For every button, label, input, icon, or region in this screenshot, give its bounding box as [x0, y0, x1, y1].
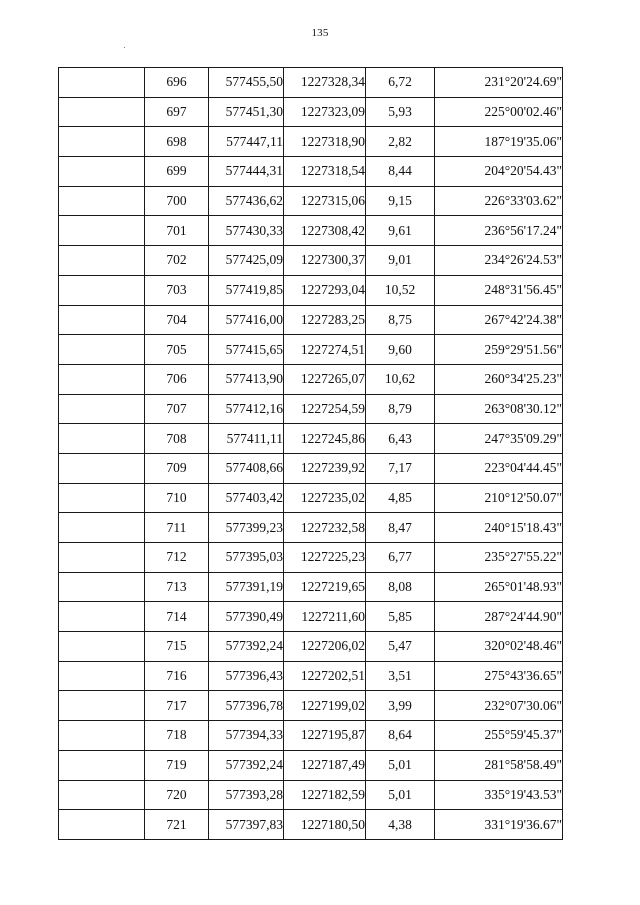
direction-angle-cell: 231°20'24.69": [435, 68, 563, 98]
empty-cell: [59, 127, 145, 157]
table-row: [59, 275, 563, 305]
direction-angle-cell: 223°04'44.45": [435, 453, 563, 483]
y-coordinate-cell: 1227245,86: [284, 424, 366, 454]
distance-cell: 3,51: [366, 661, 435, 691]
empty-cell: [59, 305, 145, 335]
direction-angle-cell: 210°12'50.07": [435, 483, 563, 513]
y-coordinate-cell: 1227235,02: [284, 483, 366, 513]
x-coordinate-cell: 577396,78: [209, 691, 284, 721]
direction-angle-cell: 187°19'35.06": [435, 127, 563, 157]
distance-cell: 9,15: [366, 186, 435, 216]
direction-angle-cell: 240°15'18.43": [435, 513, 563, 543]
x-coordinate-cell: 577408,66: [209, 453, 284, 483]
direction-angle-cell: 335°19'43.53": [435, 780, 563, 810]
table-row: [59, 216, 563, 246]
point-number-cell: 712: [145, 543, 209, 573]
empty-cell: [59, 513, 145, 543]
distance-cell: 8,47: [366, 513, 435, 543]
y-coordinate-cell: 1227232,58: [284, 513, 366, 543]
empty-cell: [59, 424, 145, 454]
point-number-cell: 709: [145, 453, 209, 483]
direction-angle-cell: 287°24'44.90": [435, 602, 563, 632]
distance-cell: 4,85: [366, 483, 435, 513]
point-number-cell: 717: [145, 691, 209, 721]
table-row: [59, 750, 563, 780]
distance-cell: 7,17: [366, 453, 435, 483]
point-number-cell: 718: [145, 721, 209, 751]
point-number-cell: 719: [145, 750, 209, 780]
empty-cell: [59, 810, 145, 840]
x-coordinate-cell: 577393,28: [209, 780, 284, 810]
coordinates-table: [58, 67, 563, 840]
table-row: [59, 632, 563, 662]
x-coordinate-cell: 577451,30: [209, 97, 284, 127]
distance-cell: 5,47: [366, 632, 435, 662]
table-row: [59, 543, 563, 573]
table-row: [59, 97, 563, 127]
direction-angle-cell: 259°29'51.56": [435, 335, 563, 365]
x-coordinate-cell: 577425,09: [209, 246, 284, 276]
distance-cell: 10,52: [366, 275, 435, 305]
page-number: 135: [311, 27, 329, 39]
distance-cell: 3,99: [366, 691, 435, 721]
x-coordinate-cell: 577436,62: [209, 186, 284, 216]
point-number-cell: 713: [145, 572, 209, 602]
table-row: [59, 602, 563, 632]
table-row: [59, 691, 563, 721]
y-coordinate-cell: 1227323,09: [284, 97, 366, 127]
point-number-cell: 711: [145, 513, 209, 543]
point-number-cell: 701: [145, 216, 209, 246]
point-number-cell: 703: [145, 275, 209, 305]
distance-cell: 4,38: [366, 810, 435, 840]
point-number-cell: 716: [145, 661, 209, 691]
x-coordinate-cell: 577430,33: [209, 216, 284, 246]
direction-angle-cell: 204°20'54.43": [435, 157, 563, 187]
point-number-cell: 710: [145, 483, 209, 513]
distance-cell: 5,93: [366, 97, 435, 127]
distance-cell: 2,82: [366, 127, 435, 157]
distance-cell: 5,01: [366, 750, 435, 780]
direction-angle-cell: 275°43'36.65": [435, 661, 563, 691]
distance-cell: 6,72: [366, 68, 435, 98]
x-coordinate-cell: 577412,16: [209, 394, 284, 424]
empty-cell: [59, 543, 145, 573]
y-coordinate-cell: 1227225,23: [284, 543, 366, 573]
distance-cell: 9,01: [366, 246, 435, 276]
distance-cell: 9,60: [366, 335, 435, 365]
x-coordinate-cell: 577394,33: [209, 721, 284, 751]
x-coordinate-cell: 577396,43: [209, 661, 284, 691]
point-number-cell: 702: [145, 246, 209, 276]
table-row: [59, 513, 563, 543]
distance-cell: 5,85: [366, 602, 435, 632]
point-number-cell: 700: [145, 186, 209, 216]
x-coordinate-cell: 577403,42: [209, 483, 284, 513]
empty-cell: [59, 246, 145, 276]
empty-cell: [59, 335, 145, 365]
table-row: [59, 335, 563, 365]
table-row: [59, 661, 563, 691]
table-row: [59, 305, 563, 335]
point-number-cell: 698: [145, 127, 209, 157]
point-number-cell: 696: [145, 68, 209, 98]
y-coordinate-cell: 1227308,42: [284, 216, 366, 246]
table-row: [59, 424, 563, 454]
x-coordinate-cell: 577399,23: [209, 513, 284, 543]
direction-angle-cell: 232°07'30.06": [435, 691, 563, 721]
empty-cell: [59, 453, 145, 483]
y-coordinate-cell: 1227202,51: [284, 661, 366, 691]
direction-angle-cell: 331°19'36.67": [435, 810, 563, 840]
table-row: [59, 68, 563, 98]
x-coordinate-cell: 577392,24: [209, 750, 284, 780]
point-number-cell: 699: [145, 157, 209, 187]
table-row: [59, 364, 563, 394]
empty-cell: [59, 691, 145, 721]
direction-angle-cell: 265°01'48.93": [435, 572, 563, 602]
empty-cell: [59, 97, 145, 127]
y-coordinate-cell: 1227265,07: [284, 364, 366, 394]
empty-cell: [59, 721, 145, 751]
point-number-cell: 704: [145, 305, 209, 335]
x-coordinate-cell: 577395,03: [209, 543, 284, 573]
empty-cell: [59, 780, 145, 810]
x-coordinate-cell: 577391,19: [209, 572, 284, 602]
table-row: [59, 810, 563, 840]
empty-cell: [59, 394, 145, 424]
table-row: [59, 127, 563, 157]
x-coordinate-cell: 577447,11: [209, 127, 284, 157]
empty-cell: [59, 216, 145, 246]
empty-cell: [59, 483, 145, 513]
y-coordinate-cell: 1227206,02: [284, 632, 366, 662]
empty-cell: [59, 750, 145, 780]
point-number-cell: 714: [145, 602, 209, 632]
empty-cell: [59, 661, 145, 691]
x-coordinate-cell: 577419,85: [209, 275, 284, 305]
table-row: [59, 246, 563, 276]
x-coordinate-cell: 577416,00: [209, 305, 284, 335]
distance-cell: 9,61: [366, 216, 435, 246]
distance-cell: 8,79: [366, 394, 435, 424]
point-number-cell: 721: [145, 810, 209, 840]
direction-angle-cell: 248°31'56.45": [435, 275, 563, 305]
y-coordinate-cell: 1227219,65: [284, 572, 366, 602]
x-coordinate-cell: 577397,83: [209, 810, 284, 840]
empty-cell: [59, 157, 145, 187]
direction-angle-cell: 260°34'25.23": [435, 364, 563, 394]
x-coordinate-cell: 577411,11: [209, 424, 284, 454]
table-row: [59, 186, 563, 216]
table-row: [59, 157, 563, 187]
direction-angle-cell: 235°27'55.22": [435, 543, 563, 573]
direction-angle-cell: 247°35'09.29": [435, 424, 563, 454]
point-number-cell: 720: [145, 780, 209, 810]
direction-angle-cell: 225°00'02.46": [435, 97, 563, 127]
point-number-cell: 707: [145, 394, 209, 424]
x-coordinate-cell: 577413,90: [209, 364, 284, 394]
point-number-cell: 715: [145, 632, 209, 662]
empty-cell: [59, 572, 145, 602]
distance-cell: 8,08: [366, 572, 435, 602]
table-row: [59, 572, 563, 602]
empty-cell: [59, 632, 145, 662]
distance-cell: 6,77: [366, 543, 435, 573]
point-number-cell: 697: [145, 97, 209, 127]
y-coordinate-cell: 1227274,51: [284, 335, 366, 365]
y-coordinate-cell: 1227254,59: [284, 394, 366, 424]
empty-cell: [59, 68, 145, 98]
distance-cell: 8,75: [366, 305, 435, 335]
direction-angle-cell: 320°02'48.46": [435, 632, 563, 662]
y-coordinate-cell: 1227199,02: [284, 691, 366, 721]
y-coordinate-cell: 1227318,54: [284, 157, 366, 187]
direction-angle-cell: 234°26'24.53": [435, 246, 563, 276]
x-coordinate-cell: 577455,50: [209, 68, 284, 98]
empty-cell: [59, 275, 145, 305]
point-number-cell: 708: [145, 424, 209, 454]
y-coordinate-cell: 1227300,37: [284, 246, 366, 276]
point-number-cell: 706: [145, 364, 209, 394]
table-row: [59, 721, 563, 751]
table-row: [59, 394, 563, 424]
y-coordinate-cell: 1227318,90: [284, 127, 366, 157]
direction-angle-cell: 281°58'58.49": [435, 750, 563, 780]
y-coordinate-cell: 1227293,04: [284, 275, 366, 305]
coordinates-table-body: [59, 68, 563, 840]
table-row: [59, 453, 563, 483]
y-coordinate-cell: 1227328,34: [284, 68, 366, 98]
table-row: [59, 483, 563, 513]
direction-angle-cell: 263°08'30.12": [435, 394, 563, 424]
y-coordinate-cell: 1227195,87: [284, 721, 366, 751]
distance-cell: 6,43: [366, 424, 435, 454]
y-coordinate-cell: 1227187,49: [284, 750, 366, 780]
distance-cell: 10,62: [366, 364, 435, 394]
y-coordinate-cell: 1227315,06: [284, 186, 366, 216]
table-row: [59, 780, 563, 810]
empty-cell: [59, 364, 145, 394]
direction-angle-cell: 236°56'17.24": [435, 216, 563, 246]
x-coordinate-cell: 577444,31: [209, 157, 284, 187]
empty-cell: [59, 602, 145, 632]
y-coordinate-cell: 1227283,25: [284, 305, 366, 335]
empty-cell: [59, 186, 145, 216]
distance-cell: 8,64: [366, 721, 435, 751]
x-coordinate-cell: 577415,65: [209, 335, 284, 365]
x-coordinate-cell: 577390,49: [209, 602, 284, 632]
y-coordinate-cell: 1227182,59: [284, 780, 366, 810]
y-coordinate-cell: 1227239,92: [284, 453, 366, 483]
y-coordinate-cell: 1227211,60: [284, 602, 366, 632]
y-coordinate-cell: 1227180,50: [284, 810, 366, 840]
x-coordinate-cell: 577392,24: [209, 632, 284, 662]
direction-angle-cell: 267°42'24.38": [435, 305, 563, 335]
distance-cell: 5,01: [366, 780, 435, 810]
direction-angle-cell: 226°33'03.62": [435, 186, 563, 216]
distance-cell: 8,44: [366, 157, 435, 187]
point-number-cell: 705: [145, 335, 209, 365]
scan-speck: [124, 47, 125, 48]
direction-angle-cell: 255°59'45.37": [435, 721, 563, 751]
